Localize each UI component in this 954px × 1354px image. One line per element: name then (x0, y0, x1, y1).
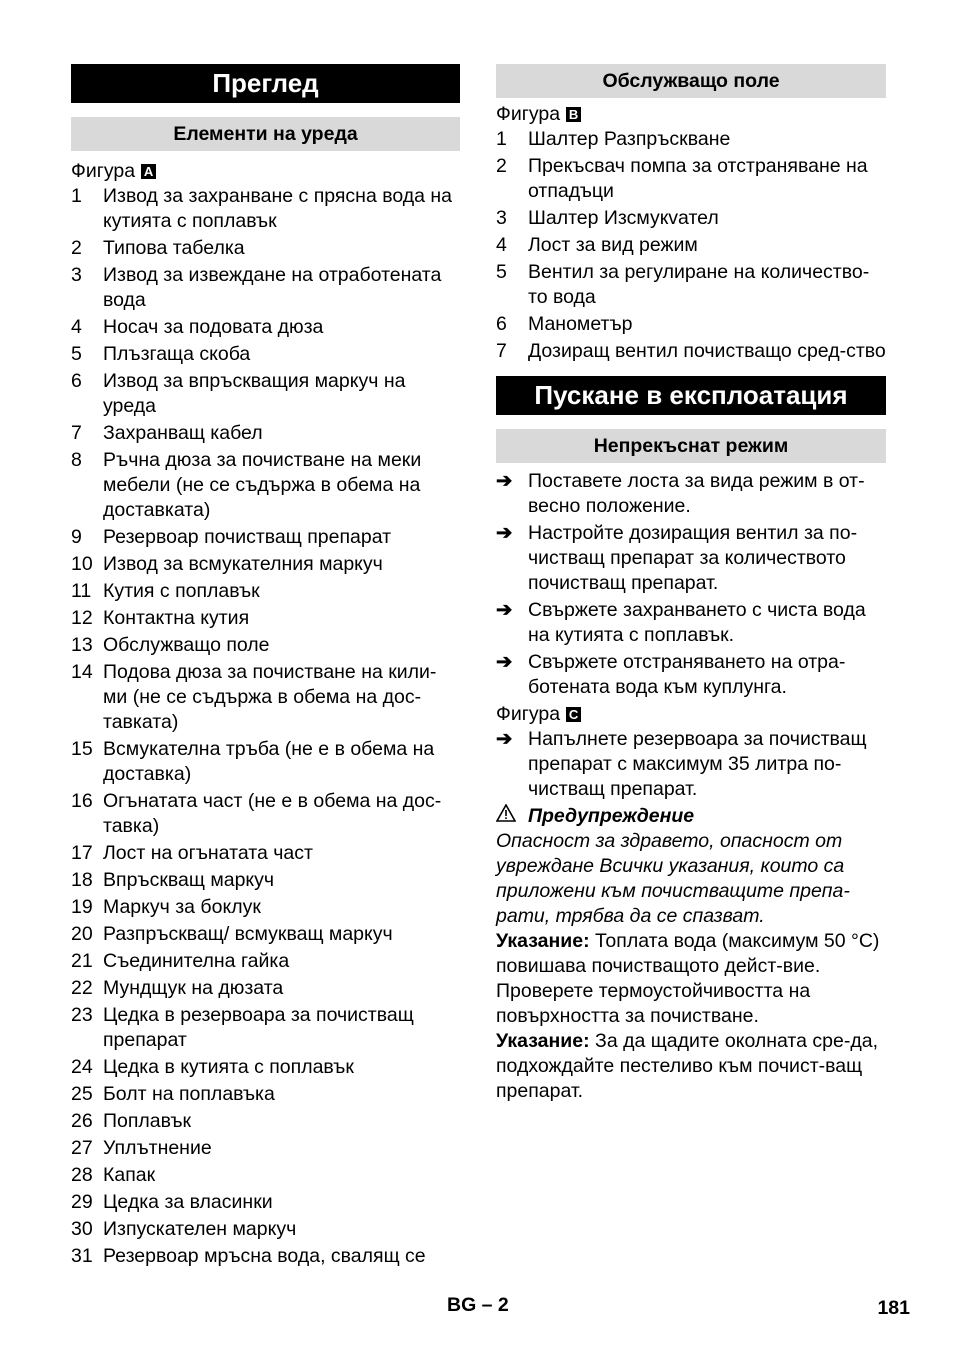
item-number: 17 (71, 842, 93, 864)
item-text: Извод за впръскващия маркуч на уреда (103, 370, 406, 417)
item-number: 11 (71, 580, 92, 602)
list-item (71, 606, 460, 631)
item-text: Манометър (528, 313, 633, 335)
item-text: Дозиращ вентил почистващо сред-ство (528, 340, 886, 362)
list-item (71, 579, 460, 604)
step-item (496, 727, 886, 802)
item-text: Носач за подовата дюза (103, 316, 324, 338)
note-environment (496, 1029, 886, 1104)
list-item (71, 1163, 460, 1188)
arrow-right-icon: ➔ (496, 728, 513, 750)
arrow-right-icon: ➔ (496, 522, 513, 544)
item-number: 2 (71, 237, 82, 259)
list-item (71, 342, 460, 367)
list-item (71, 184, 460, 234)
list-item (71, 525, 460, 550)
list-item (71, 552, 460, 577)
item-text: Мундщук на дюзата (103, 977, 284, 999)
figure-reference-b (496, 102, 886, 127)
warning-heading (496, 804, 886, 829)
item-number: 15 (71, 738, 93, 760)
item-text: Плъзгаща скоба (103, 343, 251, 365)
step-text: Свържете захранването с чиста вода на кутията с поплавък. (528, 599, 866, 646)
step-text: Настройте дозиращия вентил за по-чистващ препарат за количеството почистващ препарат. (528, 522, 858, 594)
right-column (496, 64, 886, 1104)
item-number: 5 (496, 261, 507, 283)
item-number: 7 (71, 422, 82, 444)
item-text: Съединителна гайка (103, 950, 290, 972)
section-title-commissioning: Пускане в експлоатация (496, 376, 886, 415)
item-text: Болт на поплавъка (103, 1083, 275, 1105)
item-text: Типова табелка (103, 237, 245, 259)
list-item (71, 922, 460, 947)
device-elements-list (71, 184, 460, 1269)
warning-title: Предупреждение (528, 805, 695, 827)
step-text: Свържете отстраняването на отра-ботената вода към куплунга. (528, 651, 846, 698)
item-number: 29 (71, 1191, 93, 1213)
item-number: 7 (496, 340, 507, 362)
item-text: Прекъсвач помпа за отстраняване на отпадъци (528, 155, 868, 202)
item-number: 13 (71, 634, 93, 656)
item-number: 27 (71, 1137, 93, 1159)
subsection-title-device-elements: Елементи на уреда (71, 117, 460, 151)
item-number: 4 (496, 234, 507, 256)
item-number: 31 (71, 1245, 93, 1267)
warning-text: Опасност за здравето, опасност от увреждане Всички указания, които са приложени към почистващите препа-рати, трябва да се спазват. (496, 830, 850, 927)
item-text: Всмукателна тръба (не е в обема на доставка) (103, 738, 435, 785)
item-text: Маркуч за боклук (103, 896, 261, 918)
note-text: Топлата вода (максимум 50 °C) повишава почистващото дейст-вие. Проверете термоустойчивостта на повърхността за почистване. (496, 930, 880, 1027)
step-item (496, 598, 886, 648)
list-item (71, 1136, 460, 1161)
list-item (71, 949, 460, 974)
footer-language-page: BG – 2 (447, 1294, 509, 1316)
list-item (71, 660, 460, 735)
item-number: 6 (496, 313, 507, 335)
list-item (71, 789, 460, 839)
item-text: Лост за вид режим (528, 234, 698, 256)
item-text: Резервоар мръсна вода, свалящ се (103, 1245, 426, 1267)
item-text: Разпръскващ/ всмукващ маркуч (103, 923, 393, 945)
steps-list (496, 469, 886, 700)
item-number: 8 (71, 449, 82, 471)
list-item (496, 206, 886, 231)
item-number: 22 (71, 977, 93, 999)
list-item (71, 236, 460, 261)
step-item (496, 650, 886, 700)
figure-reference-c (496, 702, 886, 727)
list-item (71, 448, 460, 523)
item-text: Впръскващ маркуч (103, 869, 275, 891)
item-text: Извод за всмукателния маркуч (103, 553, 383, 575)
list-item (496, 312, 886, 337)
figure-label: Фигура (496, 703, 561, 725)
figure-reference-a (71, 159, 460, 184)
item-number: 16 (71, 790, 93, 812)
item-text: Извод за извеждане на отработената вода (103, 264, 442, 311)
list-item (71, 737, 460, 787)
item-text: Контактна кутия (103, 607, 250, 629)
note-label: Указание: (496, 1030, 590, 1052)
item-text: Поплавък (103, 1110, 192, 1132)
list-item (496, 260, 886, 310)
list-item (71, 976, 460, 1001)
list-item (71, 895, 460, 920)
item-number: 4 (71, 316, 82, 338)
list-item (71, 1217, 460, 1242)
item-text: Резервоар почистващ препарат (103, 526, 392, 548)
arrow-right-icon: ➔ (496, 470, 513, 492)
subsection-title-continuous-mode: Непрекъснат режим (496, 429, 886, 463)
list-item (71, 263, 460, 313)
note-text: За да щадите околната сре-да, подхождайте пестеливо към почист-ващ препарат. (496, 1030, 878, 1102)
item-text: Огънатата част (не е в обема на дос-тавка) (103, 790, 442, 837)
item-number: 9 (71, 526, 82, 548)
item-number: 14 (71, 661, 93, 683)
item-number: 18 (71, 869, 93, 891)
item-number: 12 (71, 607, 93, 629)
item-number: 3 (496, 207, 507, 229)
list-item (71, 1244, 460, 1269)
item-text: Захранващ кабел (103, 422, 263, 444)
list-item (71, 1190, 460, 1215)
item-text: Извод за захранване с прясна вода на кутията с поплавък (103, 185, 453, 232)
item-number: 25 (71, 1083, 93, 1105)
item-text: Шалтер Изсмукvател (528, 207, 719, 229)
item-number: 26 (71, 1110, 93, 1132)
arrow-right-icon: ➔ (496, 651, 513, 673)
item-text: Цедка в кутията с поплавък (103, 1056, 354, 1078)
figure-letter-icon: C (566, 707, 581, 722)
list-item (71, 1055, 460, 1080)
list-item (71, 421, 460, 446)
item-number: 19 (71, 896, 93, 918)
left-column (71, 64, 460, 1271)
figure-label: Фигура (496, 103, 561, 125)
arrow-right-icon: ➔ (496, 599, 513, 621)
page-number: 181 (877, 1297, 910, 1319)
warning-triangle-icon (496, 804, 528, 829)
item-text: Шалтер Разпръскване (528, 128, 731, 150)
section-title-overview: Преглед (71, 64, 460, 103)
item-number: 3 (71, 264, 82, 286)
step-text: Напълнете резервоара за почистващ препарат с максимум 35 литра по-чистващ препарат. (528, 728, 867, 800)
item-number: 6 (71, 370, 82, 392)
list-item (71, 841, 460, 866)
list-item (496, 339, 886, 364)
step-item (496, 469, 886, 519)
item-text: Изпускателен маркуч (103, 1218, 297, 1240)
list-item (71, 369, 460, 419)
list-item (71, 1109, 460, 1134)
figure-letter-icon: A (141, 164, 156, 179)
list-item (496, 127, 886, 152)
item-text: Цедка в резервоара за почистващ препарат (103, 1004, 414, 1051)
item-text: Вентил за регулиране на количество-то вода (528, 261, 870, 308)
item-number: 20 (71, 923, 93, 945)
steps-list-2 (496, 727, 886, 802)
item-number: 23 (71, 1004, 93, 1026)
control-panel-list (496, 127, 886, 364)
item-number: 21 (71, 950, 93, 972)
list-item (71, 868, 460, 893)
item-text: Подова дюза за почистване на кили-ми (не се съдържа в обема на дос-тавката) (103, 661, 437, 733)
item-text: Обслужващо поле (103, 634, 270, 656)
subsection-title-control-panel: Обслужващо поле (496, 64, 886, 98)
item-number: 1 (71, 185, 82, 207)
item-number: 28 (71, 1164, 93, 1186)
item-number: 2 (496, 155, 507, 177)
item-text: Цедка за власинки (103, 1191, 273, 1213)
list-item (71, 315, 460, 340)
item-number: 24 (71, 1056, 93, 1078)
item-text: Лост на огънатата част (103, 842, 313, 864)
step-item (496, 521, 886, 596)
item-number: 30 (71, 1218, 93, 1240)
list-item (71, 633, 460, 658)
note-label: Указание: (496, 930, 590, 952)
item-number: 1 (496, 128, 507, 150)
list-item (496, 154, 886, 204)
list-item (71, 1003, 460, 1053)
item-number: 10 (71, 553, 93, 575)
item-text: Уплътнение (103, 1137, 212, 1159)
figure-letter-icon: B (566, 107, 581, 122)
note-hot-water (496, 929, 886, 1029)
step-text: Поставете лоста за вида режим в от-весно положение. (528, 470, 865, 517)
item-number: 5 (71, 343, 82, 365)
item-text: Капак (103, 1164, 156, 1186)
list-item (496, 233, 886, 258)
item-text: Ръчна дюза за почистване на меки мебели (не се съдържа в обема на доставката) (103, 449, 422, 521)
figure-label: Фигура (71, 160, 136, 182)
list-item (71, 1082, 460, 1107)
item-text: Кутия с поплавък (103, 580, 260, 602)
